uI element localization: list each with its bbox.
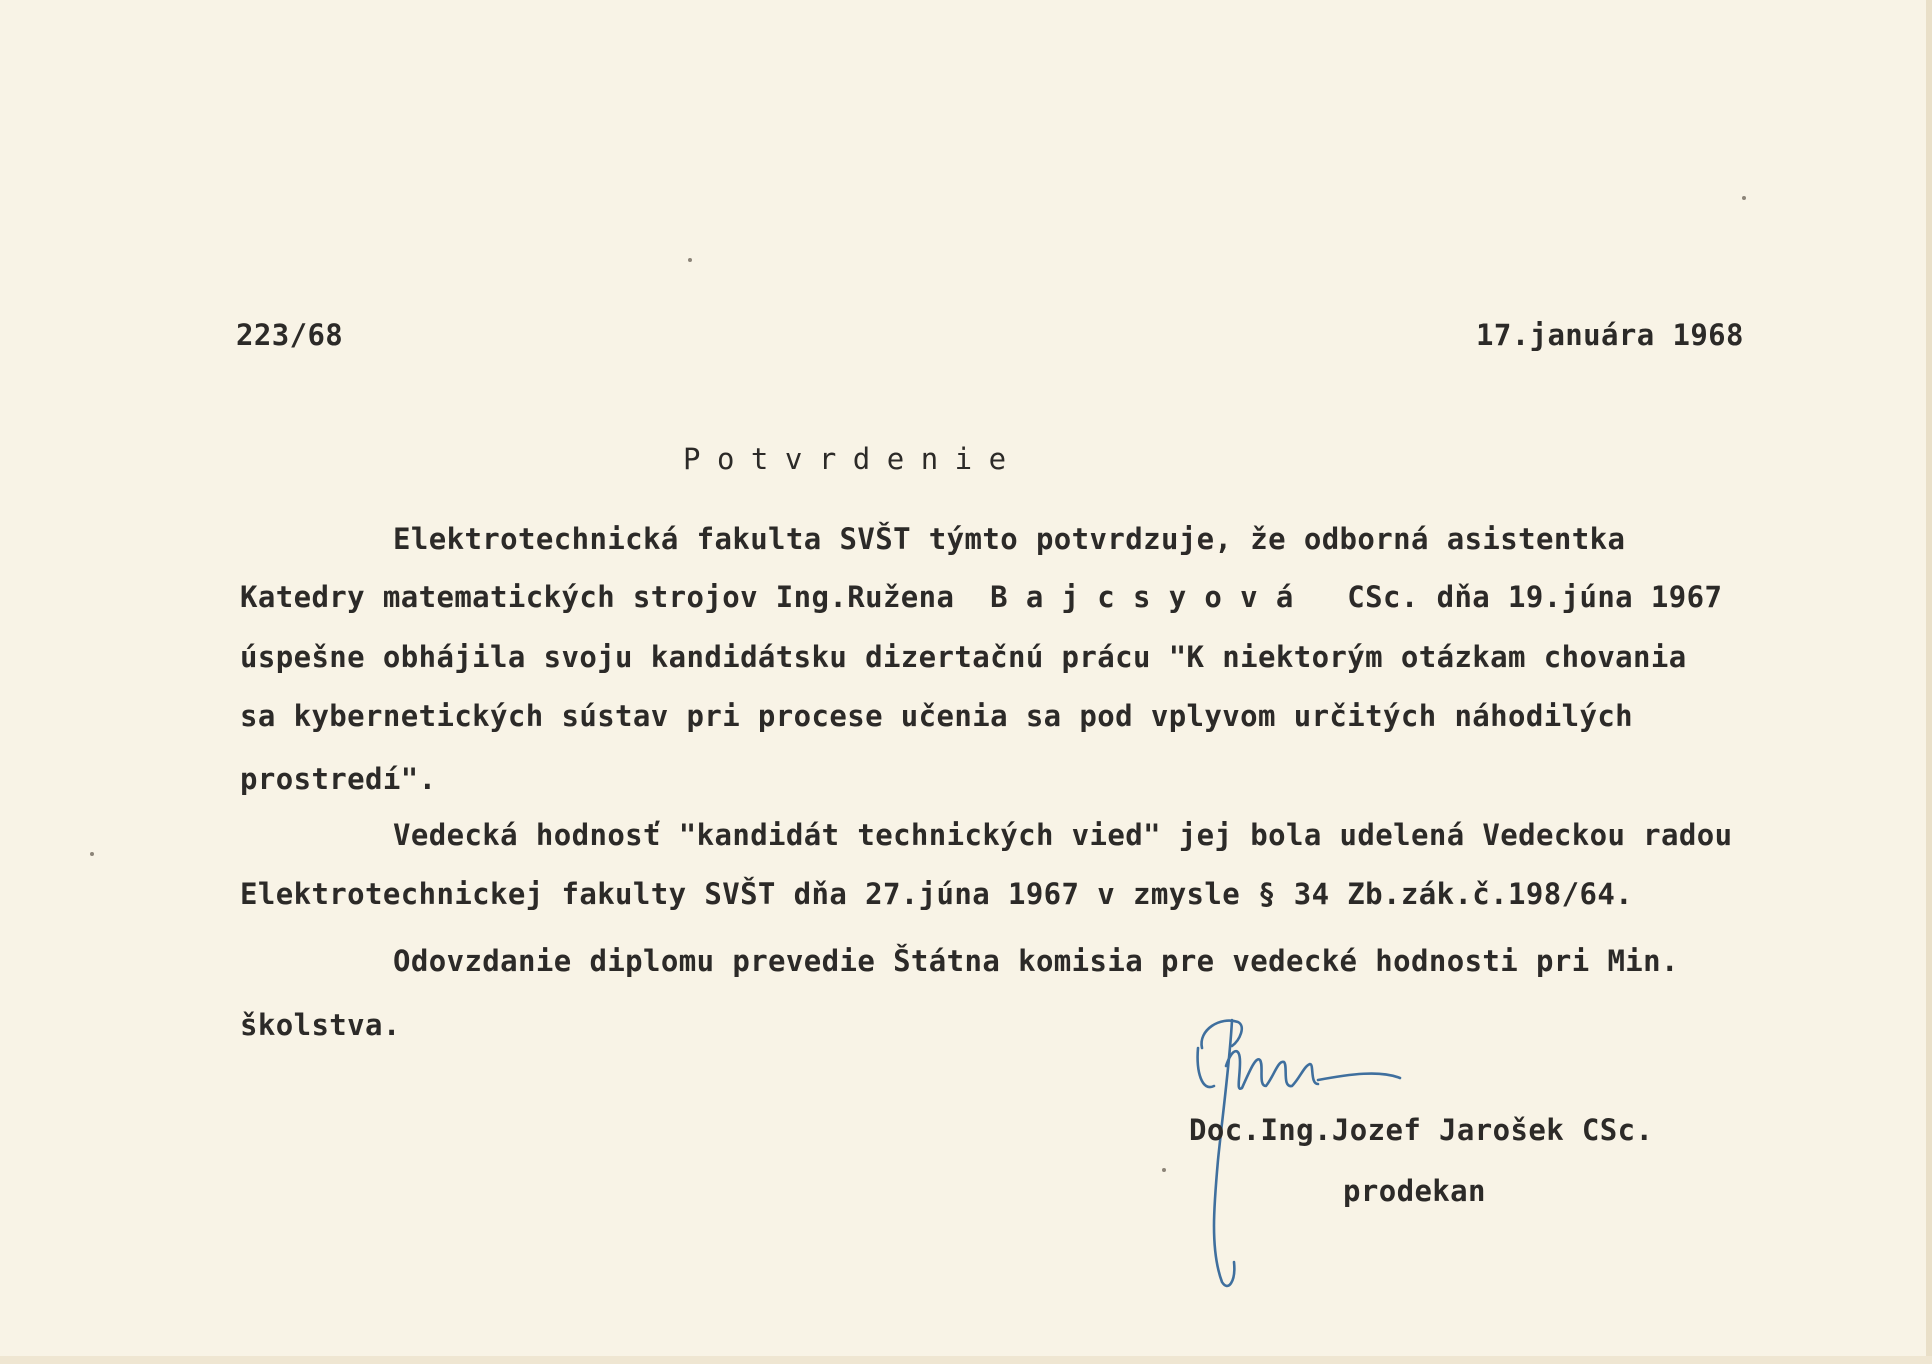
reference-number: 223/68 (236, 318, 344, 352)
body-line-6: Vedecká hodnosť "kandidát technických vied" jej bola udelená Vedeckou radou (393, 818, 1733, 852)
paper-edge-right (1926, 0, 1932, 1364)
body-line-3: úspešne obhájila svoju kandidátsku dizertačnú prácu "K niektorým otázkam chovania (240, 640, 1687, 674)
body-line-5: prostredí". (240, 762, 437, 796)
paper-edge-bottom (0, 1356, 1932, 1364)
body-line-9: školstva. (240, 1008, 401, 1042)
body-line-2: Katedry matematických strojov Ing.Ružena B a j c s y o v á CSc. dňa 19.júna 1967 (240, 580, 1723, 614)
signatory-title: prodekan (1343, 1174, 1486, 1208)
paper-speck (688, 258, 692, 262)
paper-speck (1162, 1168, 1166, 1172)
body-line-8: Odovzdanie diplomu prevedie Štátna komisia pre vedecké hodnosti pri Min. (393, 944, 1679, 978)
body-line-7: Elektrotechnickej fakulty SVŠT dňa 27.júna 1967 v zmysle § 34 Zb.zák.č.198/64. (240, 877, 1634, 911)
signatory-name: Doc.Ing.Jozef Jarošek CSc. (1189, 1113, 1654, 1147)
body-line-1: Elektrotechnická fakulta SVŠT týmto potvrdzuje, že odborná asistentka (393, 522, 1626, 556)
paper-speck (90, 852, 94, 856)
paper-speck (1742, 196, 1746, 200)
body-line-4: sa kybernetických sústav pri procese učenia sa pod vplyvom určitých náhodilých (240, 699, 1634, 733)
document-title: Potvrdenie (683, 442, 1023, 476)
handwritten-signature (1180, 1000, 1510, 1300)
letter-date: 17.januára 1968 (1476, 318, 1744, 352)
